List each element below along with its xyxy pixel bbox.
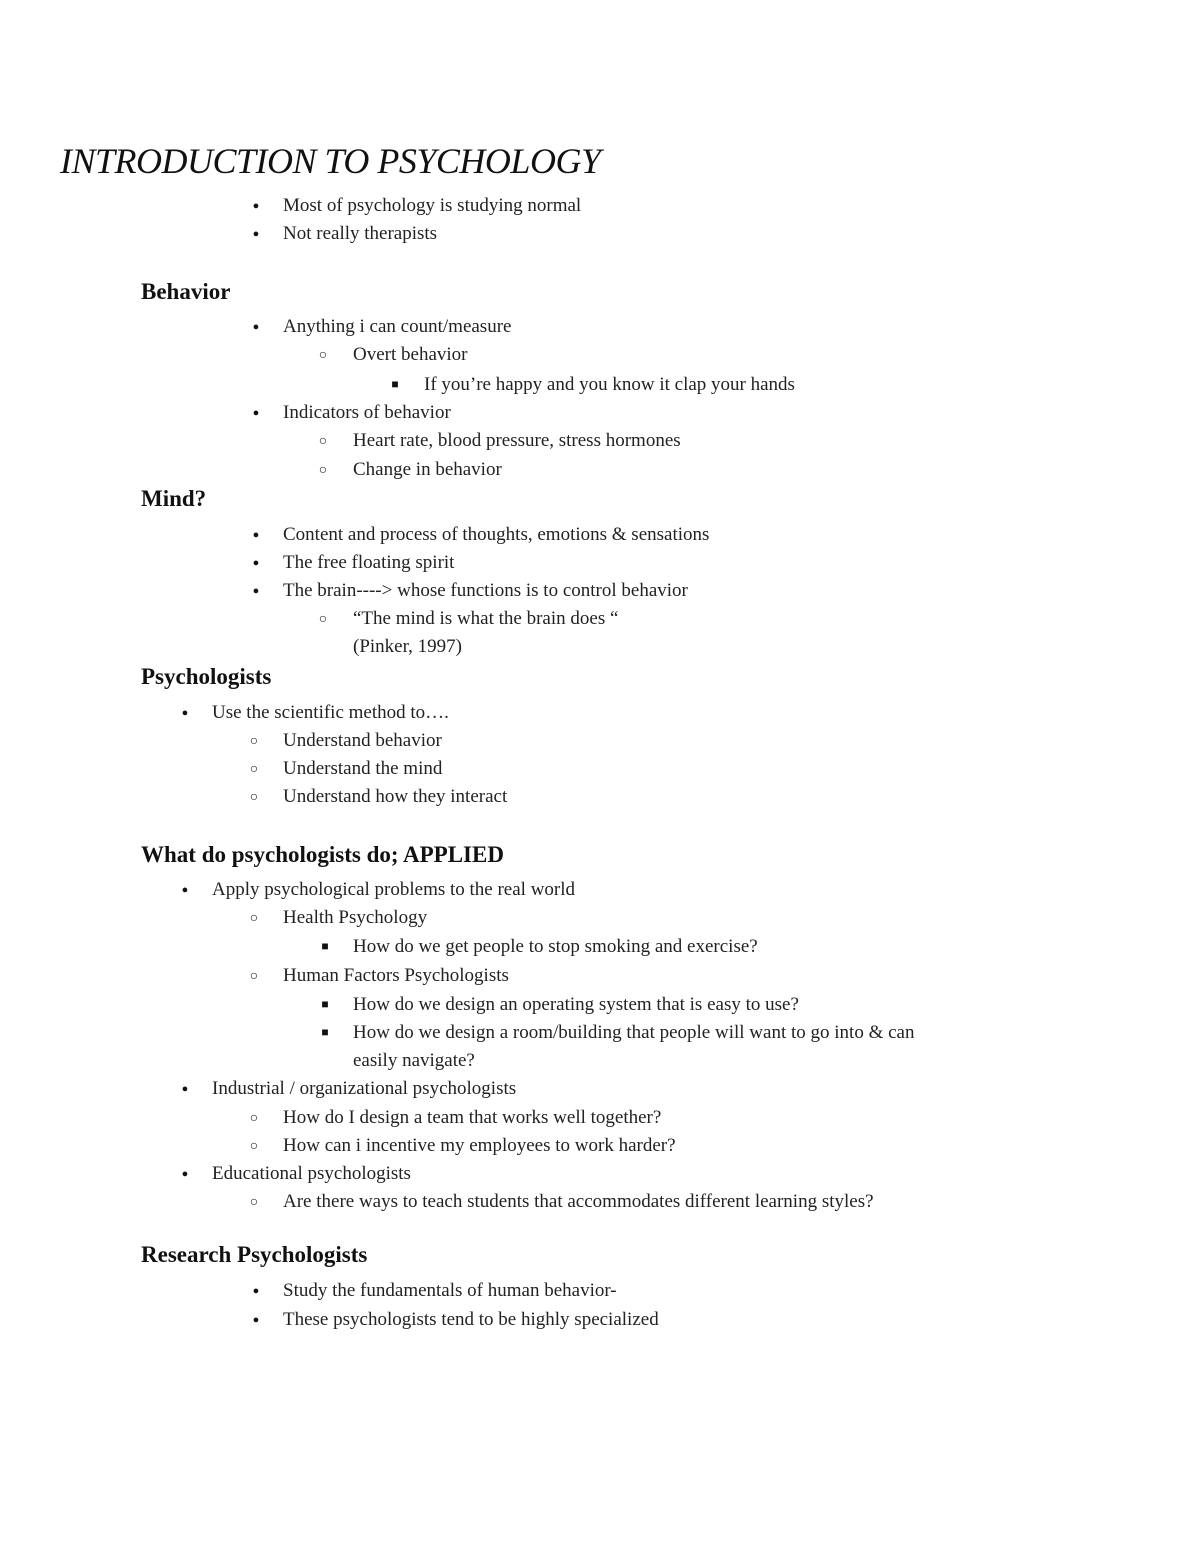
list-item: “The mind is what the brain does “	[353, 608, 619, 629]
list-item: How do we get people to stop smoking and exercise?	[353, 936, 758, 957]
bullet-disc-icon	[246, 1277, 266, 1307]
bullet-circle-icon	[244, 1104, 264, 1134]
list-item: How do I design a team that works well together?	[283, 1107, 662, 1128]
bullet-square-icon	[385, 371, 405, 400]
list-item: Not really therapists	[283, 223, 438, 244]
list-item: Study the fundamentals of human behavior-	[283, 1280, 617, 1301]
bullet-square-icon	[315, 933, 335, 962]
list-item-continuation: easily navigate?	[353, 1050, 475, 1071]
bullet-disc-icon	[246, 313, 266, 343]
bullet-disc-icon	[246, 549, 266, 579]
list-item: Content and process of thoughts, emotions & sensations	[283, 524, 710, 545]
bullet-circle-icon	[244, 1132, 264, 1162]
bullet-circle-icon	[244, 727, 264, 757]
list-item: Understand the mind	[283, 758, 443, 779]
list-item: The brain----> whose functions is to control behavior	[283, 580, 688, 601]
bullet-square-icon	[315, 991, 335, 1020]
list-item-continuation: (Pinker, 1997)	[353, 636, 462, 657]
bullet-circle-icon	[313, 456, 333, 486]
list-item: These psychologists tend to be highly specialized	[283, 1309, 659, 1330]
bullet-square-icon	[315, 1019, 335, 1048]
list-item: How do we design a room/building that people will want to go into & can	[353, 1022, 915, 1043]
list-item: Change in behavior	[353, 459, 502, 480]
list-item: If you’re happy and you know it clap your hands	[424, 374, 795, 395]
section-heading-mind: Mind?	[141, 486, 207, 511]
section-heading-research: Research Psychologists	[141, 1242, 368, 1267]
bullet-disc-icon	[246, 399, 266, 429]
bullet-disc-icon	[175, 699, 195, 729]
list-item: The free floating spirit	[283, 552, 455, 573]
list-item: Most of psychology is studying normal	[283, 195, 582, 216]
list-item: How do we design an operating system that is easy to use?	[353, 994, 799, 1015]
bullet-disc-icon	[175, 1075, 195, 1105]
bullet-disc-icon	[175, 876, 195, 906]
list-item: Use the scientific method to….	[212, 702, 449, 723]
bullet-disc-icon	[246, 220, 266, 250]
page-title: INTRODUCTION TO PSYCHOLOGY	[60, 141, 601, 181]
list-item: Overt behavior	[353, 344, 468, 365]
bullet-disc-icon	[246, 1306, 266, 1336]
list-item: Industrial / organizational psychologists	[212, 1078, 517, 1099]
bullet-circle-icon	[244, 783, 264, 813]
list-item: Understand how they interact	[283, 786, 508, 807]
section-heading-psychologists: Psychologists	[141, 664, 272, 689]
bullet-circle-icon	[244, 904, 264, 934]
bullet-circle-icon	[313, 605, 333, 635]
bullet-circle-icon	[244, 962, 264, 992]
bullet-disc-icon	[175, 1160, 195, 1190]
list-item: Human Factors Psychologists	[283, 965, 509, 986]
list-item: Heart rate, blood pressure, stress hormones	[353, 430, 681, 451]
bullet-circle-icon	[244, 755, 264, 785]
bullet-circle-icon	[313, 341, 333, 371]
list-item: Apply psychological problems to the real world	[212, 879, 576, 900]
section-heading-applied: What do psychologists do; APPLIED	[141, 842, 504, 867]
bullet-circle-icon	[313, 427, 333, 457]
list-item: Are there ways to teach students that accommodates different learning styles?	[283, 1191, 874, 1212]
bullet-disc-icon	[246, 577, 266, 607]
bullet-circle-icon	[244, 1188, 264, 1218]
list-item: How can i incentive my employees to work harder?	[283, 1135, 676, 1156]
list-item: Educational psychologists	[212, 1163, 411, 1184]
list-item: Indicators of behavior	[283, 402, 451, 423]
list-item: Anything i can count/measure	[283, 316, 512, 337]
list-item: Health Psychology	[283, 907, 428, 928]
bullet-disc-icon	[246, 521, 266, 551]
bullet-disc-icon	[246, 192, 266, 222]
list-item: Understand behavior	[283, 730, 442, 751]
section-heading-behavior: Behavior	[141, 279, 231, 304]
